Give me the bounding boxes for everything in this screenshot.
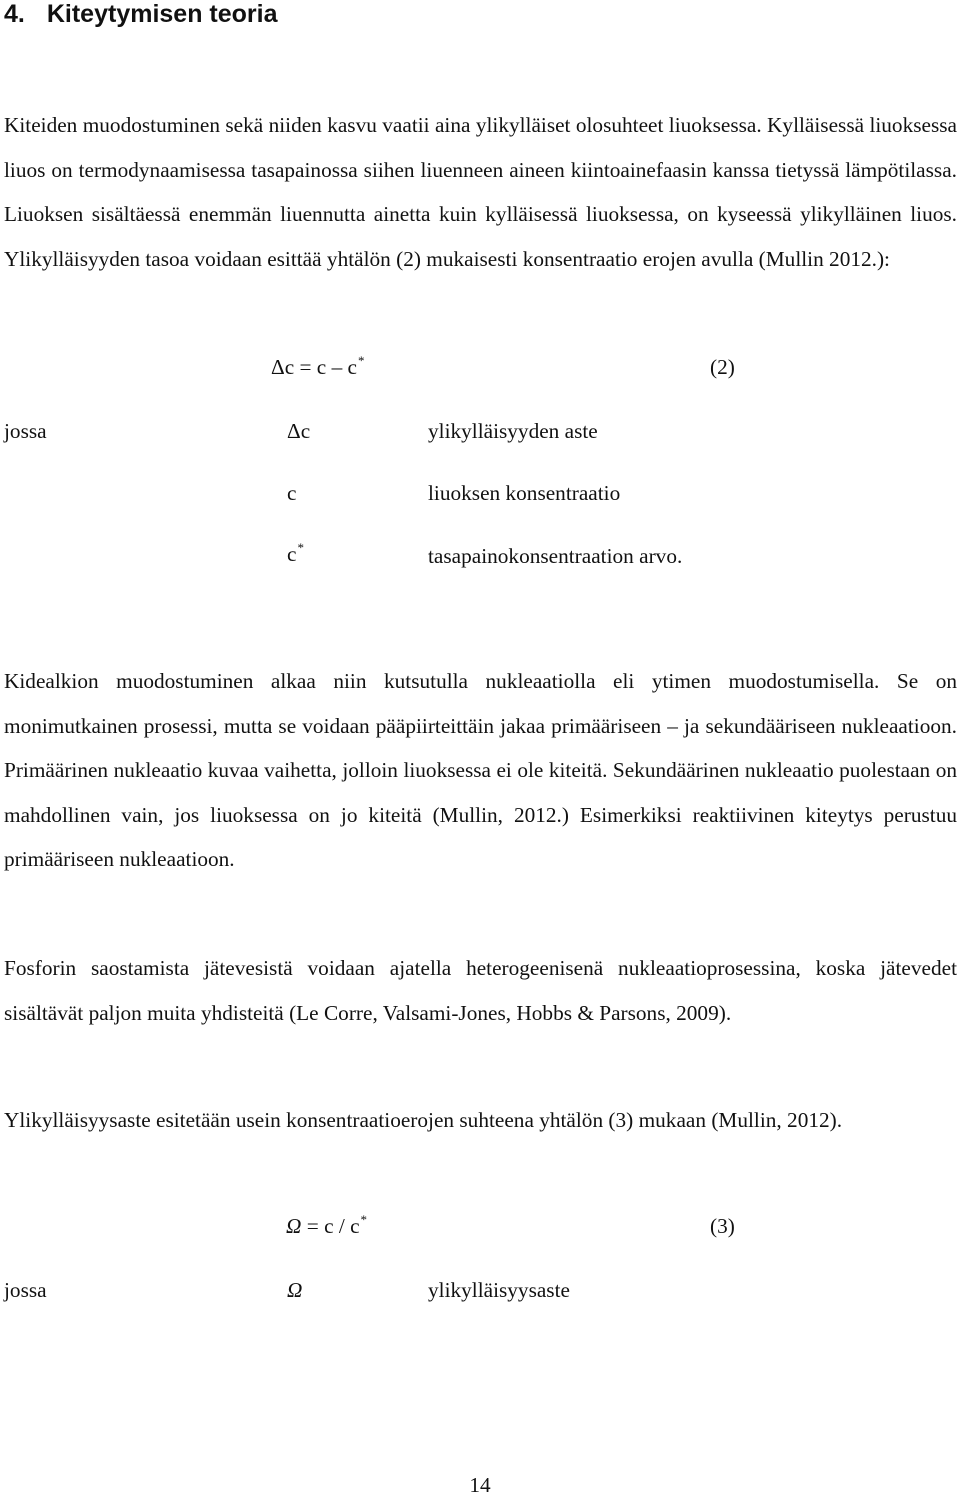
legend-2-description: liuoksen konsentraatio — [428, 481, 621, 505]
section-heading — [4, 0, 278, 32]
paragraph-supersaturation-ratio: Ylikylläisyysaste esitetään usein konsentraatioerojen suhteena yhtälön (3) mukaan (Mullin, 2012). — [4, 1108, 843, 1132]
legend-2-description: tasapainokonsentraation arvo. — [428, 544, 683, 568]
equation-3-omega: Ω — [286, 1214, 302, 1238]
legend-2-description: ylikylläisyyden aste — [428, 419, 598, 443]
legend-2-symbol-superscript: * — [297, 540, 304, 555]
legend-3-symbol: Ω — [287, 1278, 303, 1302]
legend-2-symbol — [287, 539, 304, 569]
legend-3-lead: jossa — [4, 1278, 47, 1302]
section-title: Kiteytymisen teoria — [46, 0, 278, 28]
equation-2-expression: Δc = c – c — [271, 355, 358, 379]
equation-3-expression: = c / c — [301, 1214, 360, 1238]
paragraph-nucleation: Kidealkion muodostuminen alkaa niin kutsutulla nukleaatiolla eli ytimen muodostumisella. Se on monimutkainen prosessi, mutta se voidaan pääpiirteittäin jakaa primääriseen – ja sekundääriseen nukleaatioon. Primäärinen nukleaatio kuvaa vaihetta, jolloin liuoksessa ei ole kiteitä. Sekundäärinen nukleaatio puolestaan on mahdollinen vain, jos liuoksessa on jo kiteitä (Mullin, 2012.) Esimerkiksi reaktiivinen kiteytys perustuu primääriseen nukleaatioon. — [4, 669, 957, 872]
paragraph-supersaturation: Kiteiden muodostuminen sekä niiden kasvu vaatii aina ylikylläiset olosuhteet liuoksessa. Kylläisessä liuoksessa liuos on termodynaamisessa tasapainossa siihen liuenneen aineen kiintoainefaasin kanssa tietyssä lämpötilassa. Liuoksen sisältäessä enemmän liuennutta ainetta kuin kylläisessä liuoksessa, on kyseessä ylikylläinen liuos. Ylikylläisyyden tasoa voidaan esittää yhtälön (2) mukaisesti konsentraatio erojen avulla (Mullin 2012.): — [4, 113, 957, 271]
legend-3-description: ylikylläisyysaste — [428, 1278, 570, 1302]
equation-2-number: (2) — [710, 355, 735, 379]
equation-2-superscript: * — [358, 353, 365, 368]
section-number: 4. — [4, 0, 25, 28]
legend-2-symbol-base: c — [287, 542, 297, 566]
paragraph-phosphorus: Fosforin saostamista jätevesistä voidaan ajatella heterogeenisenä nukleaatioprosessina, koska jätevedet sisältävät paljon muita yhdisteitä (Le Corre, Valsami-Jones, Hobbs & Parsons, 2009). — [4, 956, 957, 1025]
page-number: 14 — [469, 1473, 491, 1497]
equation-3-number: (3) — [710, 1214, 735, 1238]
equation-3-superscript: * — [360, 1212, 368, 1227]
equation-3 — [286, 1211, 367, 1241]
legend-2-lead: jossa — [4, 419, 47, 443]
equation-2 — [271, 352, 365, 382]
legend-2-symbol: Δc — [287, 419, 311, 443]
legend-2-symbol: c — [287, 481, 297, 505]
